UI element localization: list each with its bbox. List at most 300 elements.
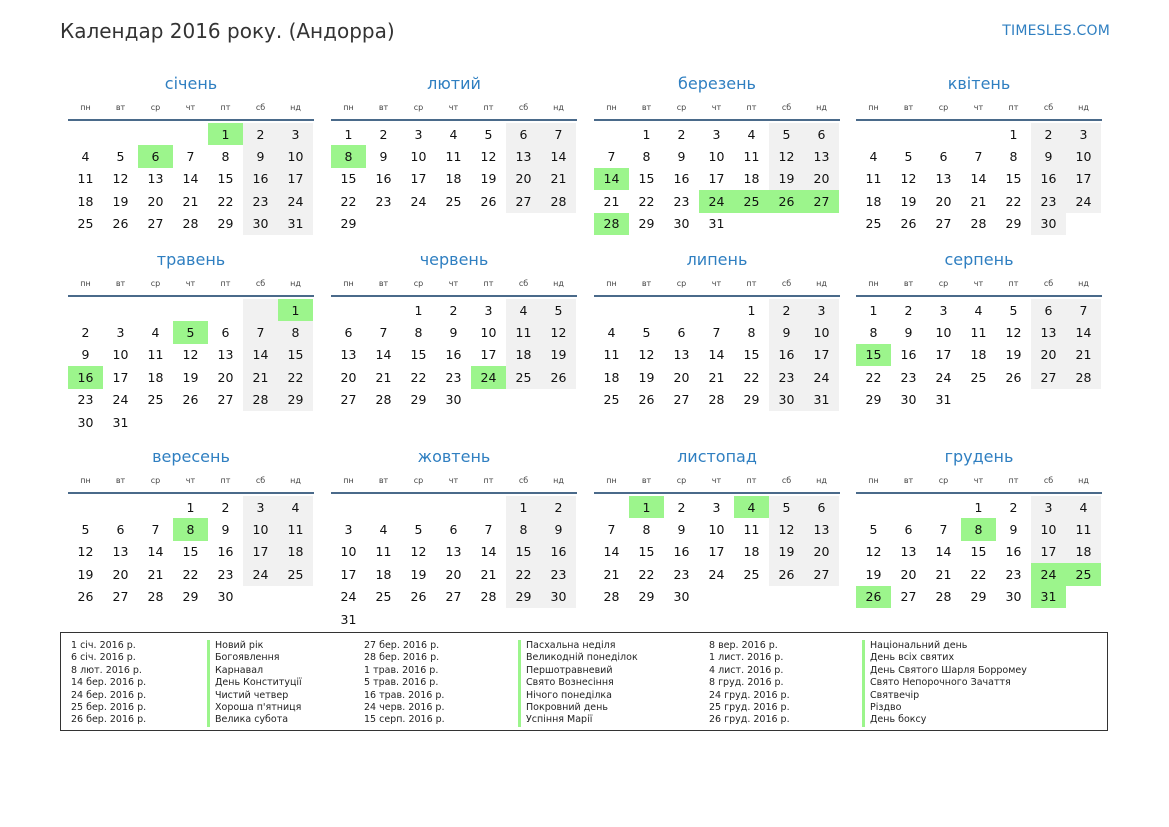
day-cell: 18: [506, 344, 541, 366]
day-cell: 15: [638, 544, 655, 560]
holiday-day-cell: 26: [769, 190, 804, 212]
day-cell: 16: [1005, 544, 1022, 560]
day-cell: 9: [1009, 522, 1018, 538]
header-divider: [856, 295, 1102, 297]
day-cell: 11: [970, 325, 987, 341]
legend-date-column: [364, 640, 445, 727]
legend-name-column: [862, 640, 1027, 727]
day-cell: 14: [708, 347, 725, 363]
holiday-day-cell: 14: [594, 168, 629, 190]
weekday-label: чт: [973, 278, 984, 288]
day-cell: 27: [112, 589, 129, 605]
day-cell: 20: [112, 566, 129, 582]
empty-day-cell: [366, 299, 401, 321]
legend-holiday-name: Богоявлення: [207, 652, 302, 664]
day-cell: 25: [506, 366, 541, 388]
day-cell: 31: [935, 392, 952, 408]
weekday-label: чт: [185, 102, 196, 112]
day-cell: 6: [506, 123, 541, 145]
day-cell: 14: [541, 145, 576, 167]
month-name: листопад: [677, 447, 757, 466]
weekday-label: нд: [290, 475, 301, 485]
day-cell: 30: [1005, 589, 1022, 605]
day-cell: 26: [638, 392, 655, 408]
legend-holiday-name: Велика субота: [207, 714, 302, 726]
empty-day-cell: [926, 496, 961, 518]
day-cell: 19: [1005, 347, 1022, 363]
header-divider: [856, 119, 1102, 121]
day-cell: 30: [673, 589, 690, 605]
weekday-label: нд: [553, 102, 564, 112]
day-cell: 27: [217, 392, 234, 408]
day-cell: 19: [638, 369, 655, 385]
day-cell: 8: [221, 149, 230, 165]
day-cell: 18: [970, 347, 987, 363]
day-cell: 29: [743, 392, 760, 408]
day-cell: 12: [182, 347, 199, 363]
day-cell: 11: [375, 544, 392, 560]
day-cell: 28: [541, 190, 576, 212]
day-cell: 17: [1031, 541, 1066, 563]
day-cell: 29: [506, 586, 541, 608]
day-cell: 3: [712, 126, 721, 142]
day-cell: 20: [147, 193, 164, 209]
weekday-label: вт: [641, 475, 652, 485]
day-cell: 30: [217, 589, 234, 605]
empty-day-cell: [594, 123, 629, 145]
legend-date: 5 трав. 2016 р.: [364, 677, 439, 689]
day-cell: 10: [1031, 518, 1066, 540]
day-cell: 17: [708, 171, 725, 187]
header-divider: [68, 295, 314, 297]
day-cell: 30: [243, 213, 278, 235]
day-cell: 13: [217, 347, 234, 363]
day-cell: 16: [541, 541, 576, 563]
weekday-label: чт: [185, 475, 196, 485]
weekday-label: сб: [781, 102, 792, 112]
day-cell: 31: [804, 389, 839, 411]
legend-date: 26 бер. 2016 р.: [71, 714, 147, 726]
day-cell: 14: [603, 544, 620, 560]
day-cell: 28: [708, 392, 725, 408]
day-cell: 14: [243, 344, 278, 366]
weekday-header: [68, 469, 314, 491]
day-cell: 24: [243, 563, 278, 585]
day-cell: 1: [506, 496, 541, 518]
weekday-label: пт: [746, 278, 757, 288]
day-cell: 3: [712, 499, 721, 515]
day-grid: [856, 299, 1101, 411]
weekday-label: ср: [413, 278, 424, 288]
empty-day-cell: [436, 496, 471, 518]
day-cell: 29: [278, 389, 313, 411]
day-cell: 11: [603, 347, 620, 363]
day-cell: 24: [708, 566, 725, 582]
day-cell: 29: [638, 216, 655, 232]
month-block: [331, 445, 577, 630]
empty-day-cell: [699, 299, 734, 321]
day-cell: 15: [506, 541, 541, 563]
empty-day-cell: [331, 496, 366, 518]
legend-date-column: [709, 640, 790, 727]
day-cell: 7: [1066, 299, 1101, 321]
legend-holiday-name: Святвечір: [862, 690, 1027, 702]
holiday-day-cell: 27: [804, 190, 839, 212]
legend-date: 1 лист. 2016 р.: [709, 652, 784, 664]
day-cell: 4: [974, 302, 983, 318]
empty-day-cell: [103, 496, 138, 518]
day-cell: 6: [939, 149, 948, 165]
day-cell: 13: [673, 347, 690, 363]
day-cell: 19: [541, 344, 576, 366]
legend-holiday-name: День боксу: [862, 714, 1027, 726]
weekday-label: нд: [1078, 278, 1089, 288]
day-cell: 28: [935, 589, 952, 605]
weekday-label: вт: [378, 102, 389, 112]
day-cell: 6: [1031, 299, 1066, 321]
holiday-day-cell: 24: [1031, 563, 1066, 585]
day-cell: 25: [147, 392, 164, 408]
weekday-label: нд: [290, 278, 301, 288]
day-cell: 30: [77, 414, 94, 430]
day-cell: 17: [804, 344, 839, 366]
day-cell: 21: [480, 566, 497, 582]
day-cell: 30: [900, 392, 917, 408]
legend-holiday-name: День Святого Шарля Борромеу: [862, 665, 1027, 677]
weekday-header: [331, 96, 577, 118]
day-cell: 3: [278, 123, 313, 145]
day-cell: 7: [939, 522, 948, 538]
day-cell: 12: [900, 171, 917, 187]
day-cell: 23: [217, 566, 234, 582]
day-cell: 25: [445, 193, 462, 209]
holiday-day-cell: 4: [734, 496, 769, 518]
empty-day-cell: [401, 496, 436, 518]
day-cell: 21: [182, 193, 199, 209]
day-cell: 15: [410, 347, 427, 363]
day-cell: 18: [77, 193, 94, 209]
day-cell: 28: [375, 392, 392, 408]
weekday-label: ср: [938, 102, 949, 112]
day-cell: 7: [607, 522, 616, 538]
day-cell: 5: [904, 149, 913, 165]
holiday-day-cell: 1: [629, 496, 664, 518]
empty-day-cell: [68, 299, 103, 321]
weekday-label: чт: [973, 475, 984, 485]
holiday-day-cell: 24: [699, 190, 734, 212]
day-cell: 16: [673, 171, 690, 187]
site-link[interactable]: TIMESLES.COM: [1002, 23, 1110, 39]
day-cell: 25: [743, 566, 760, 582]
day-cell: 4: [747, 126, 756, 142]
day-cell: 26: [900, 216, 917, 232]
day-cell: 16: [243, 168, 278, 190]
day-cell: 5: [116, 149, 125, 165]
day-cell: 17: [243, 541, 278, 563]
day-cell: 26: [182, 392, 199, 408]
day-cell: 27: [935, 216, 952, 232]
month-block: [856, 248, 1102, 411]
day-cell: 6: [116, 522, 125, 538]
day-cell: 23: [445, 369, 462, 385]
legend-date: 4 лист. 2016 р.: [709, 664, 784, 676]
empty-day-cell: [891, 123, 926, 145]
weekday-header: [856, 272, 1102, 294]
weekday-label: вт: [115, 278, 126, 288]
day-cell: 13: [900, 544, 917, 560]
legend-date: 14 бер. 2016 р.: [71, 677, 147, 689]
day-cell: 5: [642, 325, 651, 341]
day-cell: 15: [217, 171, 234, 187]
holiday-day-cell: 1: [278, 299, 313, 321]
weekday-label: пн: [80, 278, 91, 288]
header-divider: [68, 492, 314, 494]
day-cell: 24: [340, 589, 357, 605]
day-cell: 14: [147, 544, 164, 560]
day-cell: 11: [506, 321, 541, 343]
legend-date: 6 січ. 2016 р.: [71, 652, 136, 664]
day-cell: 3: [939, 302, 948, 318]
empty-day-cell: [103, 299, 138, 321]
day-cell: 27: [900, 589, 917, 605]
empty-day-cell: [68, 123, 103, 145]
day-cell: 26: [410, 589, 427, 605]
weekday-header: [331, 469, 577, 491]
month-block: [68, 445, 314, 608]
day-cell: 18: [278, 541, 313, 563]
holiday-day-cell: 8: [331, 145, 366, 167]
header-divider: [331, 119, 577, 121]
day-cell: 16: [769, 344, 804, 366]
header-divider: [331, 295, 577, 297]
day-grid: [68, 299, 313, 433]
day-cell: 1: [1009, 126, 1018, 142]
weekday-label: пт: [746, 475, 757, 485]
day-cell: 20: [900, 566, 917, 582]
day-cell: 5: [484, 126, 493, 142]
day-grid: [594, 123, 839, 235]
weekday-label: сб: [1043, 475, 1054, 485]
month-name: серпень: [944, 250, 1014, 269]
holiday-day-cell: 24: [471, 366, 506, 388]
day-cell: 3: [414, 126, 423, 142]
day-cell: 11: [147, 347, 164, 363]
day-cell: 20: [804, 168, 839, 190]
day-cell: 4: [869, 149, 878, 165]
day-cell: 20: [673, 369, 690, 385]
day-cell: 9: [81, 347, 90, 363]
day-cell: 16: [445, 347, 462, 363]
day-cell: 20: [217, 369, 234, 385]
empty-day-cell: [471, 496, 506, 518]
legend-name-column: [518, 640, 638, 727]
month-block: [68, 72, 314, 235]
holiday-day-cell: 25: [1066, 563, 1101, 585]
day-cell: 21: [541, 168, 576, 190]
day-cell: 12: [541, 321, 576, 343]
day-cell: 12: [1005, 325, 1022, 341]
day-cell: 11: [743, 522, 760, 538]
legend-date: 27 бер. 2016 р.: [364, 640, 440, 651]
day-cell: 23: [375, 193, 392, 209]
day-cell: 22: [638, 566, 655, 582]
day-cell: 6: [904, 522, 913, 538]
day-grid: [68, 496, 313, 608]
day-cell: 2: [769, 299, 804, 321]
day-cell: 22: [217, 193, 234, 209]
day-cell: 21: [970, 193, 987, 209]
day-cell: 27: [445, 589, 462, 605]
legend-holiday-name: Хороша п'ятниця: [207, 702, 302, 714]
day-cell: 30: [1031, 213, 1066, 235]
day-cell: 12: [77, 544, 94, 560]
empty-day-cell: [173, 299, 208, 321]
day-cell: 30: [673, 216, 690, 232]
day-cell: 14: [1066, 321, 1101, 343]
day-cell: 13: [935, 171, 952, 187]
day-cell: 8: [1009, 149, 1018, 165]
weekday-label: ср: [676, 102, 687, 112]
empty-day-cell: [856, 123, 891, 145]
weekday-header: [594, 469, 840, 491]
day-cell: 26: [541, 366, 576, 388]
weekday-label: вт: [903, 278, 914, 288]
day-cell: 22: [865, 369, 882, 385]
weekday-label: нд: [553, 278, 564, 288]
day-cell: 25: [278, 563, 313, 585]
day-cell: 2: [677, 126, 686, 142]
day-cell: 17: [278, 168, 313, 190]
legend-date: 25 груд. 2016 р.: [709, 702, 790, 714]
day-cell: 2: [449, 302, 458, 318]
header-divider: [68, 119, 314, 121]
day-cell: 2: [379, 126, 388, 142]
weekday-label: вт: [115, 102, 126, 112]
weekday-label: чт: [711, 102, 722, 112]
day-cell: 7: [484, 522, 493, 538]
weekday-label: сб: [255, 102, 266, 112]
day-cell: 23: [1005, 566, 1022, 582]
day-cell: 25: [970, 369, 987, 385]
empty-day-cell: [891, 496, 926, 518]
weekday-label: вт: [115, 475, 126, 485]
day-cell: 8: [642, 149, 651, 165]
day-cell: 13: [804, 518, 839, 540]
weekday-label: ср: [413, 475, 424, 485]
legend-date: 25 бер. 2016 р.: [71, 702, 147, 714]
day-cell: 16: [900, 347, 917, 363]
day-cell: 26: [77, 589, 94, 605]
day-cell: 23: [1031, 190, 1066, 212]
day-cell: 22: [506, 563, 541, 585]
weekday-label: вт: [378, 278, 389, 288]
legend-date: 24 черв. 2016 р.: [364, 702, 445, 714]
month-block: [331, 72, 577, 235]
weekday-label: сб: [1043, 102, 1054, 112]
day-cell: 13: [112, 544, 129, 560]
holiday-day-cell: 15: [856, 344, 891, 366]
legend-holiday-name: Покровний день: [518, 702, 638, 714]
day-cell: 23: [243, 190, 278, 212]
day-cell: 28: [603, 589, 620, 605]
month-block: [594, 248, 840, 411]
holiday-day-cell: 6: [138, 145, 173, 167]
month-block: [856, 445, 1102, 608]
day-cell: 9: [221, 522, 230, 538]
day-cell: 31: [340, 611, 357, 627]
empty-day-cell: [138, 496, 173, 518]
weekday-label: ср: [150, 278, 161, 288]
weekday-label: сб: [1043, 278, 1054, 288]
day-cell: 28: [182, 216, 199, 232]
holiday-day-cell: 8: [173, 518, 208, 540]
day-cell: 22: [1005, 193, 1022, 209]
day-cell: 14: [970, 171, 987, 187]
day-cell: 25: [603, 392, 620, 408]
legend-date: 26 груд. 2016 р.: [709, 714, 790, 726]
day-cell: 29: [865, 392, 882, 408]
day-cell: 10: [480, 325, 497, 341]
day-cell: 13: [445, 544, 462, 560]
month-block: [594, 445, 840, 608]
day-cell: 2: [1031, 123, 1066, 145]
legend-date-column: [71, 640, 146, 727]
day-cell: 15: [970, 544, 987, 560]
day-cell: 28: [243, 389, 278, 411]
day-cell: 8: [869, 325, 878, 341]
month-name: грудень: [944, 447, 1014, 466]
empty-day-cell: [138, 299, 173, 321]
day-cell: 28: [147, 589, 164, 605]
day-cell: 22: [743, 369, 760, 385]
weekday-label: пт: [220, 102, 231, 112]
holiday-day-cell: 8: [961, 518, 996, 540]
day-cell: 17: [1066, 168, 1101, 190]
day-cell: 28: [480, 589, 497, 605]
empty-day-cell: [103, 123, 138, 145]
weekday-label: чт: [711, 278, 722, 288]
day-cell: 27: [340, 392, 357, 408]
weekday-label: ср: [676, 278, 687, 288]
day-cell: 8: [414, 325, 423, 341]
day-cell: 6: [804, 123, 839, 145]
day-cell: 15: [1005, 171, 1022, 187]
day-cell: 17: [340, 566, 357, 582]
legend-holiday-name: Карнавал: [207, 665, 302, 677]
day-cell: 13: [804, 145, 839, 167]
header-divider: [594, 295, 840, 297]
empty-day-cell: [926, 123, 961, 145]
day-cell: 29: [1005, 216, 1022, 232]
weekday-label: сб: [518, 102, 529, 112]
empty-day-cell: [366, 496, 401, 518]
day-cell: 7: [607, 149, 616, 165]
day-cell: 11: [865, 171, 882, 187]
weekday-label: пн: [606, 278, 617, 288]
month-name: травень: [156, 250, 226, 269]
day-cell: 2: [541, 496, 576, 518]
day-cell: 14: [182, 171, 199, 187]
header-divider: [856, 492, 1102, 494]
weekday-label: пт: [483, 475, 494, 485]
day-cell: 20: [340, 369, 357, 385]
day-cell: 2: [243, 123, 278, 145]
weekday-label: ср: [150, 102, 161, 112]
day-cell: 29: [970, 589, 987, 605]
weekday-label: нд: [816, 475, 827, 485]
day-cell: 6: [344, 325, 353, 341]
month-name: березень: [678, 74, 756, 93]
